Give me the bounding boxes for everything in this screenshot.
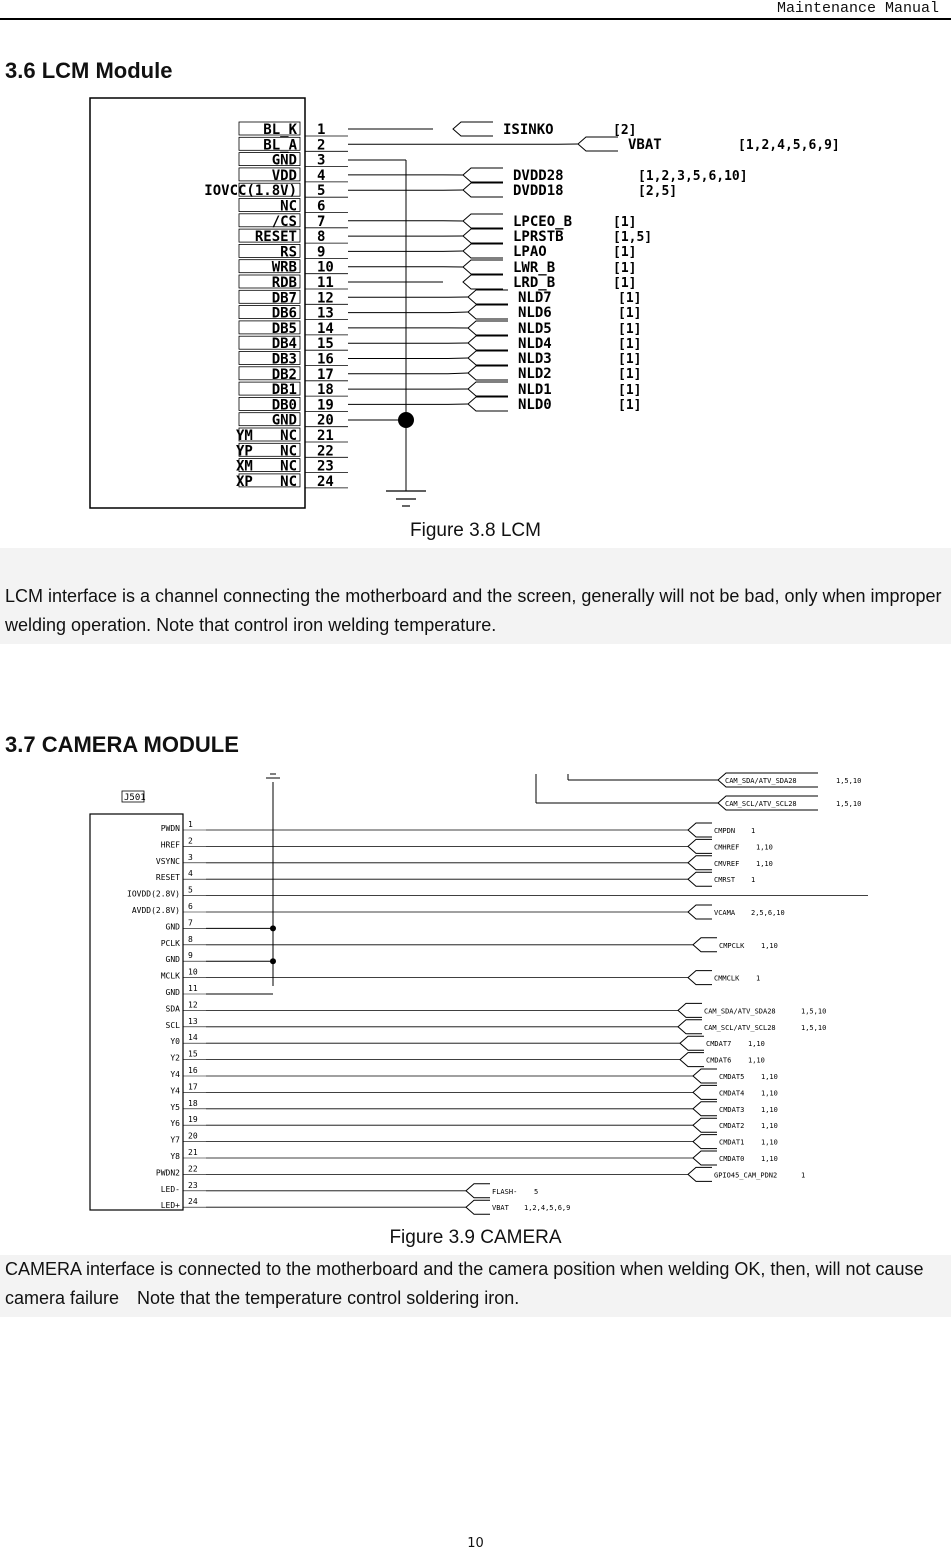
camera-pin-name: PCLK [160,938,180,948]
camera-pin-number: 13 [188,1016,198,1026]
camera-pin-number: 20 [188,1131,198,1141]
lcm-net-name: LPRSTB [513,229,564,245]
lcm-net-name: NLD6 [518,305,552,321]
lcm-net-flag [468,366,508,380]
lcm-net-ref: [1] [618,322,642,337]
lcm-pin-number: 16 [317,351,334,368]
lcm-net-name: ISINKO [503,122,554,138]
camera-pin-name: VSYNC [155,856,180,866]
camera-net-ref: 1 [756,974,761,983]
camera-net-name: CMPCLK [719,941,745,950]
camera-pin-name: RESET [155,873,180,883]
lcm-net-name: LRD_B [513,275,556,291]
camera-net-ref: 1,5,10 [801,1007,827,1016]
lcm-pin-number: 19 [317,397,334,414]
camera-pin-number: 4 [188,869,193,879]
camera-net-flag [688,872,712,886]
camera-net-ref: 1,5,10 [801,1023,827,1032]
camera-pin-number: 16 [188,1066,198,1075]
lcm-pin-number: 8 [317,229,326,246]
lcm-gnd-junction [398,412,414,428]
lcm-net-name: NLD2 [518,366,552,382]
lcm-heading: 3.6 LCM Module [5,58,173,83]
camera-pin-name: PWDN2 [155,1168,180,1178]
lcm-net-name: NLD5 [518,321,552,337]
lcm-pin-name: NC [280,473,297,490]
camera-pin-number: 22 [188,1164,198,1174]
camera-pin-number: 6 [188,902,193,911]
lcm-pin-number: 12 [317,290,334,307]
camera-net-name: CMDAT2 [719,1122,745,1131]
camera-net-name: CAM_SDA/ATV_SDA28 [704,1007,776,1016]
camera-gnd-junction [270,958,276,964]
lcm-net-ref: [1] [618,291,642,306]
camera-net-flag [466,1200,490,1214]
camera-net-name: CMVREF [714,859,740,868]
camera-net-ref: 1,10 [761,1089,778,1098]
lcm-net-name: LPAO [513,244,547,260]
lcm-pin-name: DB0 [271,397,297,414]
camera-net-ref: 1,10 [748,1056,765,1065]
lcm-pin-number: 1 [317,122,326,138]
camera-pin-number: 9 [188,951,193,961]
lcm-net-name: VBAT [628,137,662,153]
camera-heading: 3.7 CAMERA MODULE [5,732,239,757]
camera-net-ref: 1,10 [756,859,773,868]
lcm-net-name: NLD0 [518,397,552,413]
camera-pin-number: 1 [188,820,193,829]
lcm-net-ref: [1] [613,261,637,276]
lcm-net-flag [463,214,503,228]
lcm-pin-number: 11 [317,275,334,291]
lcm-net-ref: [1,2,3,5,6,10] [638,169,748,184]
camera-pin-name: LED- [160,1184,180,1194]
lcm-net-flag [463,229,503,243]
camera-net-flag [693,1135,717,1149]
camera-pin-name: AVDD(2.8V) [131,906,180,915]
camera-net-flag [693,1118,717,1132]
camera-net-flag [688,1167,712,1181]
camera-gnd-junction [270,925,276,931]
lcm-paragraph [0,548,951,644]
lcm-net-flag [468,397,508,411]
lcm-figure-caption: Figure 3.8 LCM [410,520,541,541]
lcm-touch-label: YM [236,428,253,444]
lcm-pin-number: 10 [317,259,334,276]
camera-net-name: VCAMA [714,909,736,917]
lcm-pin-name: DB6 [271,305,297,322]
camera-net-ref: 1,10 [761,941,778,950]
camera-pin-name: Y5 [170,1102,180,1112]
lcm-pin-number: 14 [317,320,334,337]
lcm-net-flag [463,275,503,289]
camera-pin-number: 10 [188,967,198,977]
lcm-pin-name: DB4 [271,336,297,353]
camera-pin-name: HREF [160,840,180,850]
lcm-pin-name: BL_K [263,122,297,138]
camera-net-flag [693,1085,717,1099]
lcm-pin-name: GND [271,152,297,169]
camera-net-ref: 1,2,4,5,6,9 [524,1204,571,1213]
camera-pin-name: GND [165,922,180,932]
camera-net-name: CMRST [714,876,736,885]
lcm-net-ref: [1] [613,245,637,260]
lcm-net-name: NLD1 [518,382,552,398]
lcm-net-flag [468,321,508,335]
lcm-pin-number: 2 [317,137,326,154]
camera-net-ref: 1 [751,827,756,835]
lcm-pin-number: 23 [317,458,334,475]
lcm-net-flag [468,351,508,365]
lcm-net-name: LPCEO_B [513,214,573,230]
lcm-net-name: NLD3 [518,351,552,367]
header-rule [0,18,951,20]
lcm-pin-number: 7 [317,213,326,230]
camera-pin-name: SCL [165,1020,180,1030]
lcm-net-name: DVDD28 [513,168,564,184]
camera-net-name: CMDAT7 [706,1040,732,1049]
lcm-pin-number: 9 [317,244,326,261]
lcm-net-ref: [1] [618,306,642,321]
camera-net-flag [688,905,712,919]
camera-net-flag [693,938,717,952]
camera-net-flag [688,856,712,870]
camera-net-ref: 1,10 [756,843,773,852]
camera-paragraph [0,1255,951,1317]
lcm-net-flag [463,183,503,197]
camera-pin-name: Y7 [170,1135,180,1145]
lcm-pin-name: RS [280,244,297,261]
lcm-touch-label: XM [236,458,253,475]
lcm-net-flag [463,244,503,258]
camera-pin-name: Y8 [170,1152,180,1161]
lcm-pin-name: NC [280,458,297,475]
lcm-net-flag [468,305,508,319]
lcm-pin-name: VDD [271,167,297,184]
camera-net-name: CMHREF [714,843,740,852]
camera-net-name: CMDAT1 [719,1138,745,1147]
lcm-pin-number: 21 [317,428,334,444]
camera-top-net-name: CAM_SCL/ATV_SCL28 [725,800,797,808]
camera-pin-number: 5 [188,885,193,895]
camera-pin-name: Y2 [170,1053,180,1063]
running-header: Maintenance Manual [776,0,939,17]
camera-net-flag [693,1102,717,1116]
camera-top-net-ref: 1,5,10 [836,777,862,785]
lcm-net-name: DVDD18 [513,183,564,199]
camera-pin-number: 3 [188,852,193,862]
camera-net-ref: 1 [751,876,756,885]
lcm-pin-name: GND [271,412,297,429]
camera-pin-name: LED+ [160,1201,180,1211]
camera-net-flag [693,1069,717,1083]
camera-pin-number: 17 [188,1082,198,1092]
camera-pin-number: 14 [188,1033,198,1043]
camera-net-flag [688,839,712,853]
lcm-touch-label: YP [236,443,253,460]
camera-net-flag [688,823,712,837]
lcm-net-flag [453,122,493,136]
camera-net-flag [680,1053,704,1067]
camera-pin-number: 8 [188,934,193,944]
camera-connector-ref: J501 [124,793,146,803]
lcm-pin-number: 18 [317,382,334,399]
lcm-net-flag [578,137,618,151]
camera-pin-name: Y0 [170,1037,180,1047]
camera-pin-name: IOVDD(2.8V) [127,889,180,899]
camera-net-ref: 1 [801,1171,806,1180]
camera-net-name: VBAT [492,1204,509,1213]
lcm-net-flag [468,382,508,396]
lcm-pin-name: /CS [271,213,297,230]
lcm-pin-number: 22 [317,443,334,460]
camera-net-flag [680,1036,704,1050]
lcm-wire [448,358,468,359]
camera-net-ref: 1,10 [761,1073,778,1081]
camera-pin-number: 15 [188,1049,198,1059]
camera-pin-number: 18 [188,1098,198,1108]
camera-pin-number: 19 [188,1115,198,1125]
camera-pin-name: MCLK [160,971,180,981]
camera-net-name: CMDAT0 [719,1155,745,1163]
camera-net-flag [466,1184,490,1198]
camera-pin-number: 21 [188,1148,198,1157]
lcm-pin-name: BL_A [263,137,297,154]
lcm-net-flag [463,168,503,182]
camera-pin-number: 2 [188,836,193,846]
camera-net-ref: 1,10 [761,1155,778,1163]
lcm-pin-name: NC [280,198,297,215]
lcm-net-ref: [1,2,4,5,6,9] [738,138,840,153]
lcm-net-ref: [1] [618,352,642,367]
lcm-wire [448,312,468,313]
camera-net-name: CMDAT4 [719,1089,745,1098]
lcm-pin-number: 17 [317,366,334,383]
camera-pin-name: Y4 [170,1070,180,1079]
lcm-pin-name: DB2 [271,366,297,383]
lcm-net-ref: [1] [613,215,637,230]
lcm-net-ref: [1] [618,398,642,413]
camera-pin-number: 23 [188,1180,198,1190]
lcm-pin-number: 13 [317,305,334,322]
camera-pin-name: PWDN [160,824,180,833]
lcm-pin-number: 15 [317,336,334,353]
camera-figure-caption: Figure 3.9 CAMERA [389,1227,562,1248]
camera-pin-number: 7 [188,918,193,928]
camera-net-ref: 1,10 [748,1040,765,1049]
camera-net-name: CMDAT6 [706,1056,732,1065]
lcm-pin-number: 4 [317,167,326,184]
camera-net-flag [688,971,712,985]
lcm-pin-number: 3 [317,152,326,169]
camera-net-flag [693,1151,717,1165]
lcm-net-name: NLD7 [518,290,552,306]
lcm-net-flag [463,260,503,274]
camera-pin-name: GND [165,955,180,965]
camera-pin-name: Y6 [170,1119,180,1129]
camera-net-name: CMMCLK [714,974,740,983]
lcm-pin-name: DB7 [271,290,297,307]
lcm-schematic [88,96,868,516]
lcm-pin-name: RDB [271,275,297,291]
camera-schematic [88,770,878,1215]
lcm-net-name: LWR_B [513,260,556,276]
lcm-pin-name: DB5 [271,320,297,337]
lcm-touch-label: XP [236,473,253,490]
camera-net-ref: 1,10 [761,1122,778,1131]
lcm-paragraph-text: LCM interface is a channel connecting the motherboard and the screen, generally will not be bad, only when improper welding operation. Note that control iron welding temperature. [5,586,942,635]
lcm-net-ref: [1,5] [613,230,653,245]
camera-net-ref: 1,10 [761,1105,778,1114]
camera-net-name: CMDAT3 [719,1105,745,1114]
lcm-net-name: NLD4 [518,336,552,352]
lcm-net-flag [468,336,508,350]
camera-net-flag [678,1003,702,1017]
camera-net-ref: 5 [534,1187,539,1196]
lcm-net-ref: [1] [618,383,642,398]
camera-pin-name: SDA [165,1004,180,1014]
camera-pin-name: Y4 [170,1086,180,1096]
camera-net-name: GPIO45_CAM_PDN2 [714,1171,778,1180]
camera-pin-number: 11 [188,984,198,993]
lcm-pin-name: WRB [271,259,297,276]
camera-net-name: CAM_SCL/ATV_SCL28 [704,1023,776,1032]
lcm-pin-name: NC [280,443,297,460]
camera-pin-name: GND [165,988,180,997]
lcm-pin-name: NC [280,428,297,444]
lcm-pin-name: DB1 [271,382,297,399]
lcm-pin-number: 20 [317,412,334,429]
camera-net-name: FLASH- [492,1187,518,1196]
camera-net-ref: 1,10 [761,1138,778,1147]
camera-net-flag [678,1020,702,1034]
lcm-pin-name: IOVCC(1.8V) [204,183,297,200]
lcm-pin-number: 6 [317,198,326,215]
lcm-net-flag [468,290,508,304]
camera-net-name: CMPDN [714,827,736,835]
lcm-net-ref: [1] [618,367,642,382]
camera-pin-number: 24 [188,1197,198,1207]
lcm-pin-number: 24 [317,473,334,490]
lcm-wire [448,373,468,374]
lcm-pin-name: RESET [254,229,297,246]
camera-paragraph-text: CAMERA interface is connected to the motherboard and the camera position when welding OK, then, will not cause camera failure Note that the temperature control soldering iron. [5,1259,924,1308]
camera-top-net-ref: 1,5,10 [836,800,862,808]
lcm-net-ref: [2] [613,123,637,138]
lcm-net-ref: [2,5] [638,184,678,199]
camera-pin-number: 12 [188,1000,198,1010]
lcm-net-ref: [1] [618,337,642,352]
lcm-pin-name: DB3 [271,351,297,368]
page-number: 10 [467,1536,484,1551]
camera-top-net-name: CAM_SDA/ATV_SDA28 [725,777,797,785]
camera-net-ref: 2,5,6,10 [751,909,785,917]
lcm-pin-number: 5 [317,183,326,200]
lcm-net-ref: [1] [613,276,637,291]
camera-net-name: CMDAT5 [719,1073,745,1081]
